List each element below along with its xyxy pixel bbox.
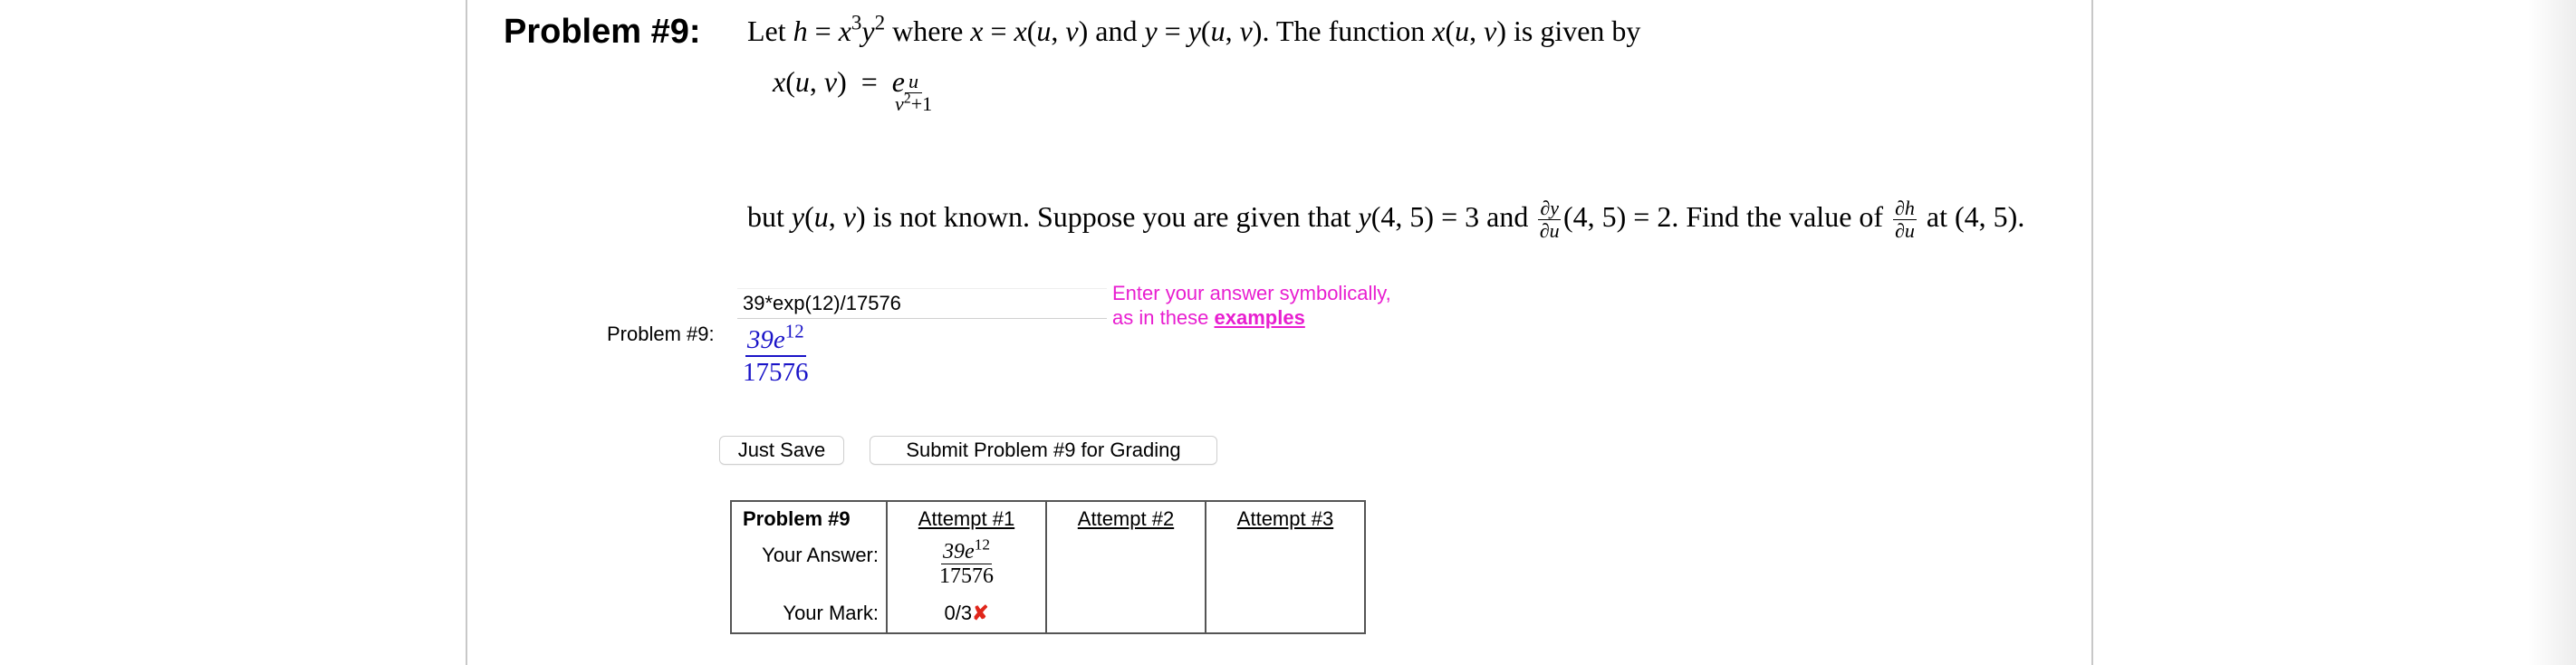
submit-grading-button[interactable]: Submit Problem #9 for Grading (870, 436, 1217, 465)
your-answer-row (731, 540, 1365, 598)
attempts-header-label: Problem #9 (743, 507, 851, 530)
attempt-1-header[interactable]: Attempt #1 (887, 501, 1046, 540)
your-mark-row (731, 598, 1365, 633)
attempt-1-answer: $\frac{39e^{12}}{17576}$ (887, 540, 1046, 598)
answer-input[interactable] (737, 288, 1107, 319)
given-formula: x(u, v) = e (773, 65, 905, 98)
problem-statement-line1: Let $h = x^3y^2$ where x = x(u, v) and y = y(u, v). The function x(u, v) is given by (747, 10, 1641, 47)
attempt-3-answer (1206, 540, 1365, 598)
answer-side-label: Problem #9: (607, 323, 715, 345)
your-answer-label: Your Answer: (762, 544, 879, 566)
answer-hint (1112, 281, 1391, 330)
attempts-table (730, 500, 1366, 634)
problem-statement-line2: but y(u, v) is not known. Suppose you are given that y(4, 5) = 3 and $\frac{\partial y}{\partial u}$ (4, 5) = 2. Find the value of $\frac{\partial h}{\partial u}$ at (4, 5). (747, 197, 2025, 242)
exponent-fraction: $\frac{u}{v^2+1}$ (895, 70, 933, 115)
just-save-button[interactable]: Just Save (719, 436, 844, 465)
attempt-3-mark (1206, 598, 1365, 633)
attempt-2-answer (1046, 540, 1206, 598)
problem-heading: Problem #9: (504, 13, 701, 51)
attempts-header-row (731, 501, 1365, 540)
page-shadow (2527, 0, 2576, 665)
attempt-2-mark (1046, 598, 1206, 633)
wrong-x-icon: ✘ (972, 602, 989, 624)
attempt-3-header[interactable]: Attempt #3 (1206, 501, 1365, 540)
attempt-2-header[interactable]: Attempt #2 (1046, 501, 1206, 540)
your-mark-label: Your Mark: (783, 602, 879, 624)
examples-link[interactable]: examples (1214, 306, 1305, 329)
hint-line1: Enter your answer symbolically, (1112, 282, 1391, 304)
hint-line2: as in these examples (1112, 306, 1305, 329)
answer-preview: $39e^{12}$ 17576 (743, 320, 809, 387)
attempt-1-mark: 0/3✘ (887, 598, 1046, 633)
